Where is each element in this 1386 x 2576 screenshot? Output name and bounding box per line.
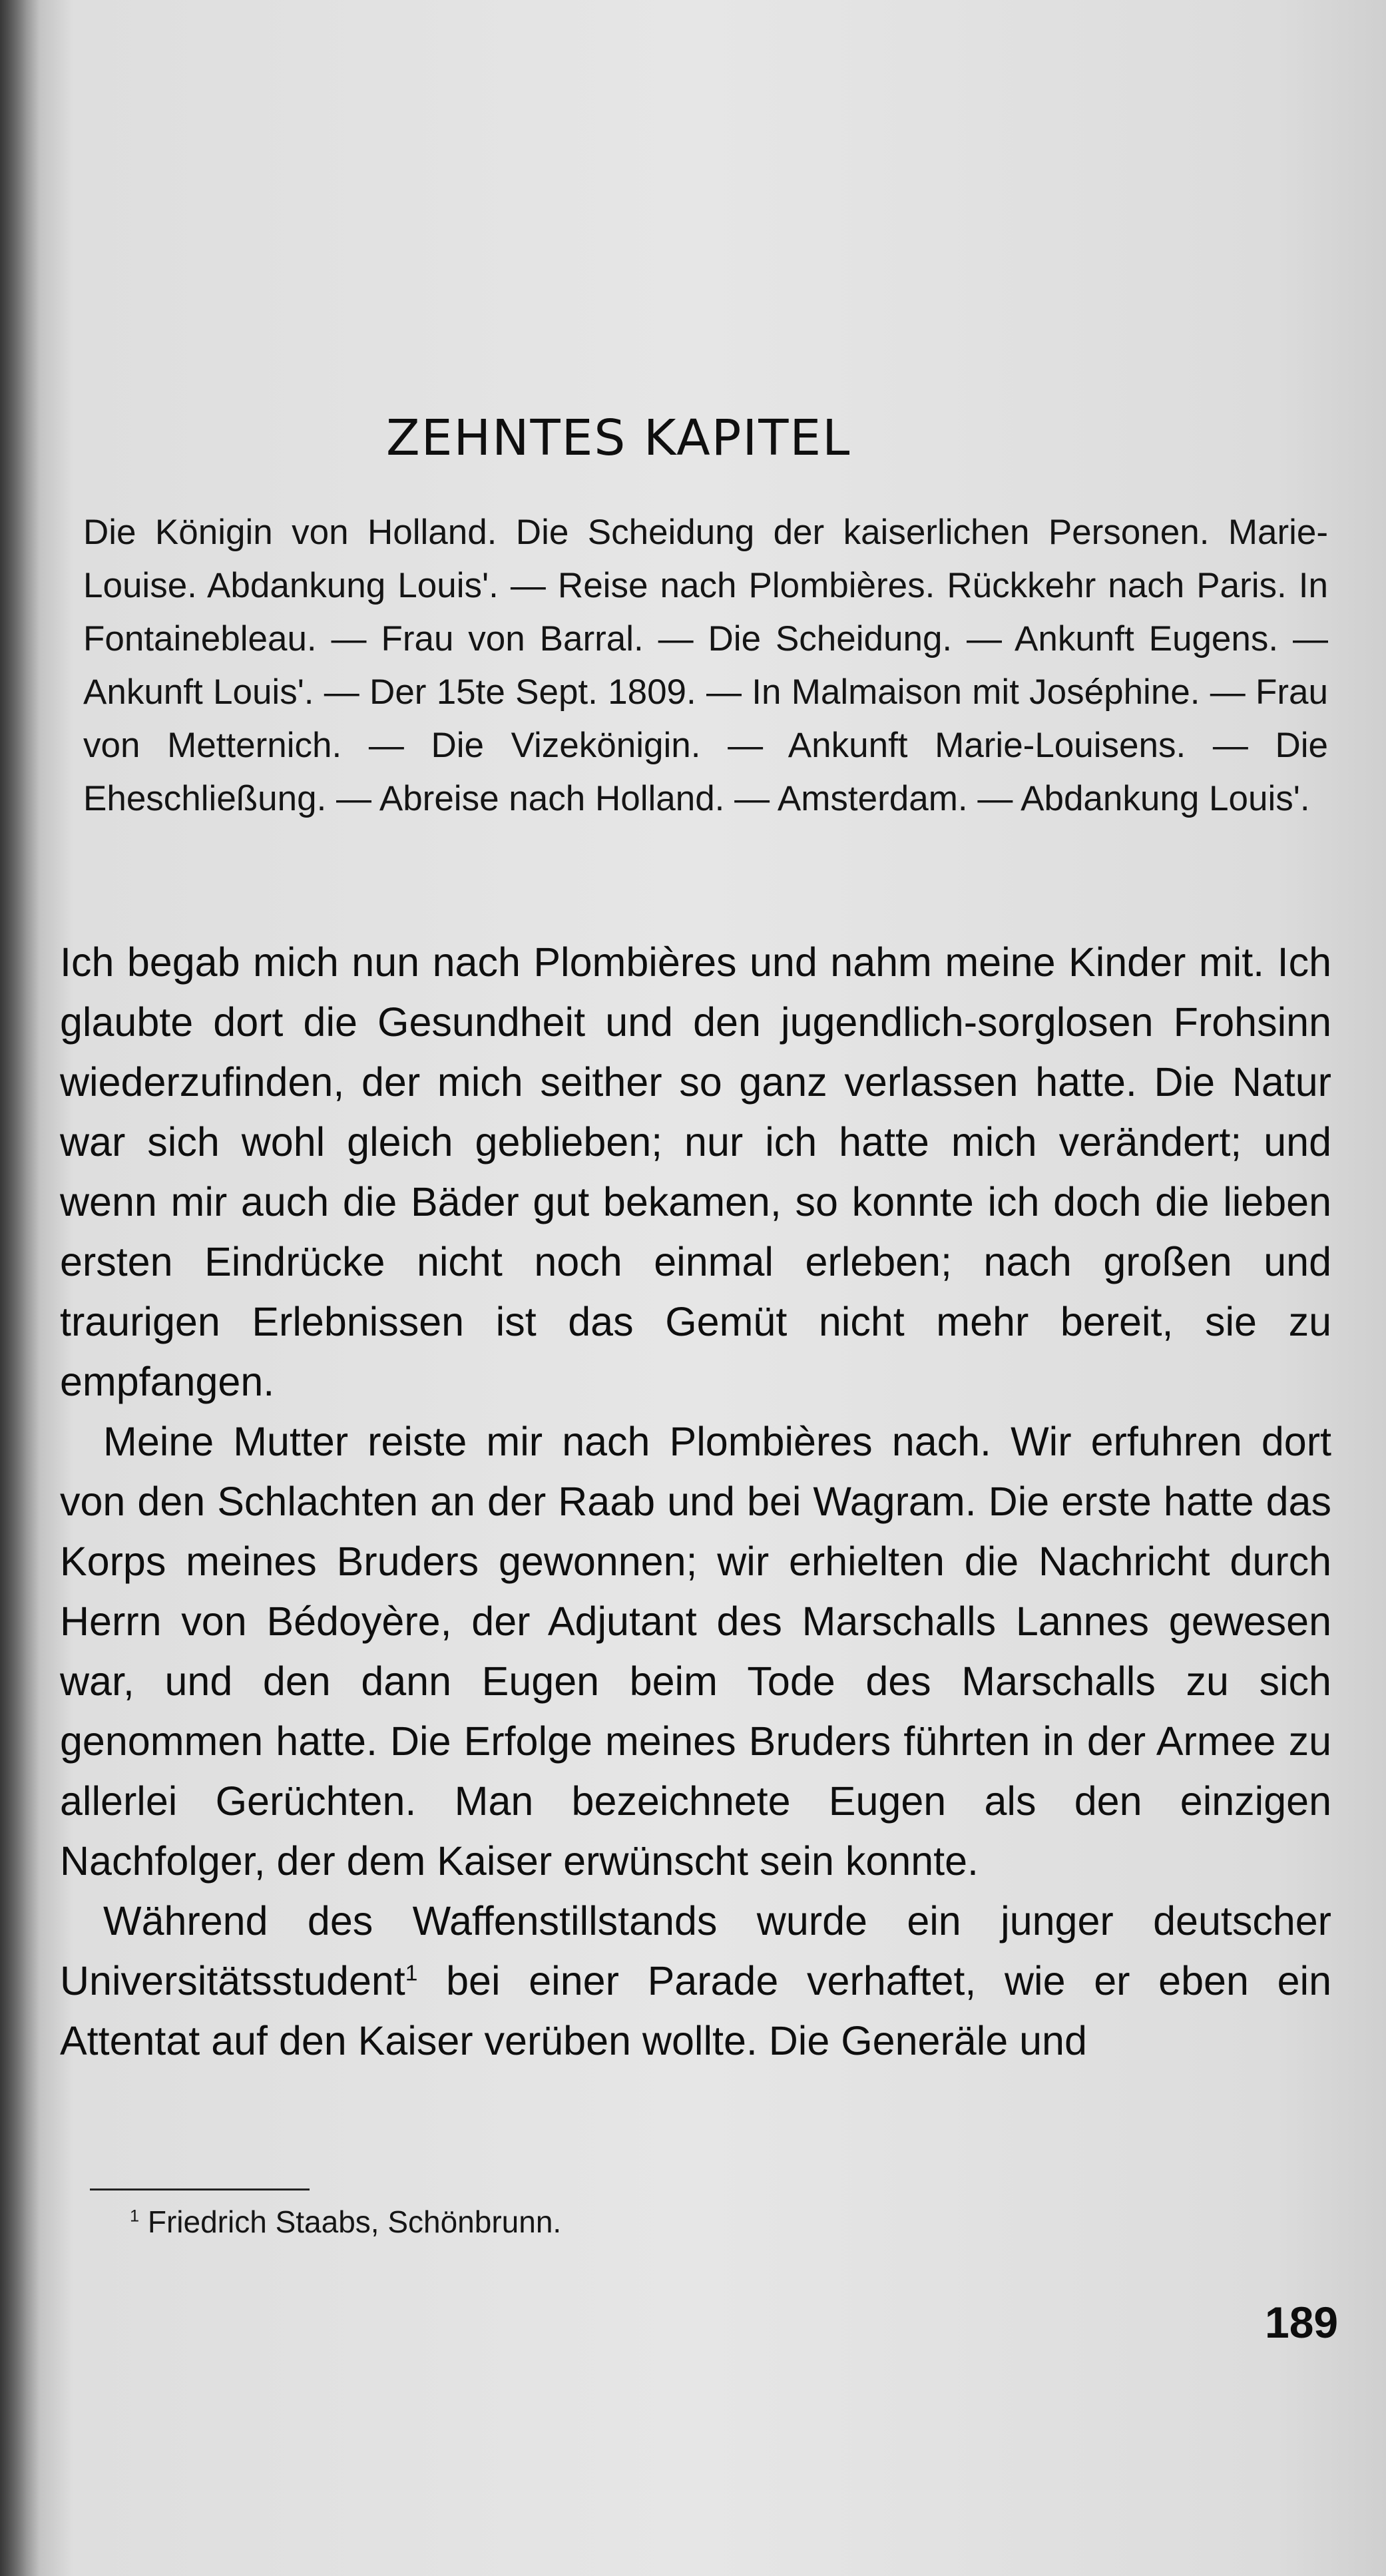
page-gutter-shadow	[0, 0, 40, 2576]
footnote-divider	[90, 2189, 310, 2190]
paragraph-3	[60, 1891, 1331, 2071]
chapter-title: ZEHNTES KAPITEL	[386, 409, 851, 467]
paragraph-2: Meine Mutter reiste mir nach Plombières nach. Wir erfuhren dort von den Schlachten an der Raab und bei Wagram. Die erste hatte das Korps meines Bruders gewonnen; wir erhielten die Nachricht durch Herrn von Bédoyère, der Adjutant des Marschalls Lannes gewesen war, und den dann Eugen beim Tode des Marschalls zu sich genommen hatte. Die Erfolge meines Bruders führten in der Armee zu allerlei Gerüchten. Man bezeichnete Eugen als den einzigen Nachfolger, der dem Kaiser erwünscht sein konnte.	[60, 1419, 1331, 1884]
footnote-text: Friedrich Staabs, Schönbrunn.	[147, 2204, 562, 2239]
page-number: 189	[1265, 2298, 1339, 2347]
paragraph-3-start: Während des Waffenstillstands wurde ein junger deutscher Universitätsstudent	[60, 1898, 1331, 2003]
chapter-summary: Die Königin von Holland. Die Scheidung der kaiserlichen Personen. Marie-Louise. Abdankung Louis'. — Reise nach Plombières. Rückkehr nach Paris. In Fontainebleau. — Frau von Barral. — Die Scheidung. — Ankunft Eugens. — Ankunft Louis'. — Der 15te Sept. 1809. — In Malmaison mit Joséphine. — Frau von Metternich. — Die Vizekönigin. — Ankunft Marie-Louisens. — Die Eheschließung. — Abreise nach Holland. — Amsterdam. — Abdankung Louis'.	[83, 513, 1328, 818]
footnote-marker: 1	[130, 2206, 140, 2226]
footnote	[130, 2204, 561, 2240]
body-text	[60, 932, 1331, 2071]
paragraph-1: Ich begab mich nun nach Plombières und nahm meine Kinder mit. Ich glaubte dort die Gesundheit und den jugendlich-sorglosen Frohsinn wiederzufinden, der mich seither so ganz verlassen hatte. Die Natur war sich wohl gleich geblieben; nur ich hatte mich verändert; und wenn mir auch die Bäder gut bekamen, so konnte ich doch die lieben ersten Eindrücke nicht noch einmal erleben; nach großen und traurigen Erlebnissen ist das Gemüt nicht mehr bereit, sie zu empfangen.	[60, 939, 1331, 1404]
paragraph-3-end: bei einer Parade verhaftet, wie er eben ein Attentat auf den Kaiser verüben wollte. Die Generäle und	[60, 1958, 1331, 2063]
footnote-reference: 1	[405, 1961, 418, 1986]
